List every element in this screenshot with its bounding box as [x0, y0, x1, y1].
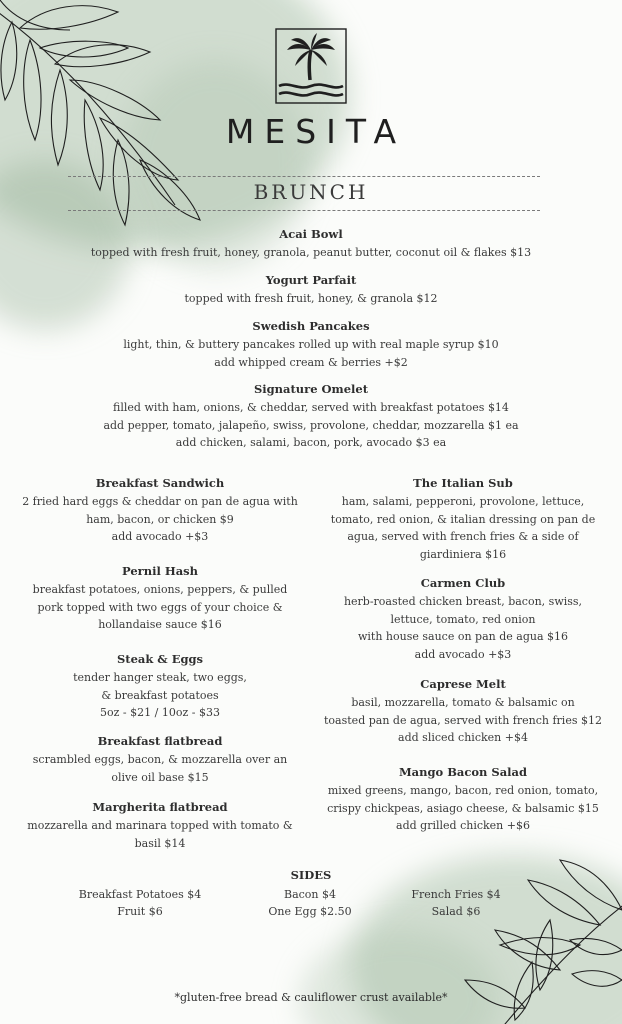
item-addon: add avocado +$3	[414, 647, 512, 661]
item-addon: add pepper, tomato, jalapeño, swiss, provolone, cheddar, mozzarella $1 ea	[103, 418, 519, 432]
item-description: crispy chickpeas, asiago cheese, & balsamic $15	[327, 801, 599, 815]
sides-title: SIDES	[290, 868, 332, 882]
item-description: pork topped with two eggs of your choice &	[37, 600, 283, 614]
item-description: light, thin, & buttery pancakes rolled up with real maple syrup $10	[123, 338, 499, 351]
item-name: Mango Bacon Salad	[398, 765, 528, 779]
menu-item	[20, 381, 602, 452]
item-description: 2 fried hard eggs & cheddar on pan de agua with	[22, 495, 298, 508]
item-name: Steak & Eggs	[116, 652, 204, 666]
side-item: One Egg $2.50	[268, 905, 352, 918]
item-name: Breakfast flatbread	[97, 734, 223, 748]
item-addon: add chicken, salami, bacon, pork, avocado $3 ea	[175, 436, 447, 449]
side-item: Bacon $4	[283, 888, 336, 901]
item-description: mixed greens, mango, bacon, red onion, tomato,	[327, 784, 599, 797]
item-addon: add sliced chicken +$4	[398, 731, 528, 744]
item-addon: add whipped cream & berries +$2	[214, 355, 408, 369]
menu-item	[20, 799, 300, 852]
item-description: agua, served with french fries & a side of	[347, 530, 579, 543]
item-description: basil, mozzarella, tomato & balsamic on	[351, 696, 575, 709]
item-addon: add avocado +$3	[111, 530, 209, 543]
item-description: tender hanger steak, two eggs,	[73, 671, 247, 684]
item-description: giardiniera $16	[419, 547, 507, 561]
side-item: Fruit $6	[117, 905, 163, 918]
menu-item	[322, 676, 604, 747]
item-name: Breakfast Sandwich	[95, 476, 225, 490]
item-description: topped with fresh fruit, honey, granola, peanut butter, coconut oil & flakes $13	[90, 246, 532, 259]
menu-item	[20, 651, 300, 722]
item-name: Carmen Club	[420, 576, 506, 590]
item-description: mozzarella and marinara topped with tomato &	[27, 819, 293, 832]
item-description: tomato, red onion, & italian dressing on pan de	[330, 512, 596, 526]
item-description: toasted pan de agua, served with french fries $12	[324, 713, 602, 727]
item-description: herb-roasted chicken breast, bacon, swiss,	[343, 595, 583, 608]
item-description: ham, bacon, or chicken $9	[86, 512, 234, 526]
menu-item	[20, 563, 300, 634]
section-title: BRUNCH	[253, 180, 369, 204]
item-name: The Italian Sub	[413, 476, 513, 490]
side-item: Breakfast Potatoes $4	[78, 888, 202, 901]
item-name: Yogurt Parfait	[265, 273, 357, 287]
item-name: Pernil Hash	[122, 564, 198, 578]
item-addon: add grilled chicken +$6	[396, 819, 530, 832]
item-name: Acai Bowl	[279, 227, 343, 241]
menu-item	[20, 733, 300, 786]
item-description: hollandaise sauce $16	[98, 618, 222, 631]
item-description: filled with ham, onions, & cheddar, served with breakfast potatoes $14	[113, 401, 509, 414]
divider	[68, 176, 540, 177]
item-description: scrambled eggs, bacon, & mozzarella over an	[32, 753, 288, 766]
menu-item	[20, 318, 602, 371]
divider	[68, 210, 540, 211]
menu-item	[322, 475, 604, 563]
item-name: Margherita flatbread	[92, 800, 228, 814]
brand-name: MESITA	[225, 112, 407, 151]
sides-section	[0, 868, 622, 918]
footnote: *gluten-free bread & cauliflower crust available*	[174, 991, 448, 1004]
menu-item	[322, 575, 604, 663]
item-name: Caprese Melt	[420, 677, 506, 691]
side-item: French Fries $4	[411, 888, 501, 901]
menu-item	[20, 272, 602, 308]
item-description: with house sauce on pan de agua $16	[358, 630, 568, 643]
item-name: Signature Omelet	[253, 382, 369, 396]
sides-column	[356, 886, 556, 920]
item-name: Swedish Pancakes	[252, 319, 370, 333]
item-description: olive oil base $15	[111, 770, 209, 784]
palm-logo-icon	[275, 28, 347, 104]
item-description: ham, salami, pepperoni, provolone, lettuce,	[341, 495, 585, 508]
menu-item	[20, 226, 602, 262]
side-item: Salad $6	[431, 905, 481, 918]
menu-item	[20, 475, 300, 546]
item-description: breakfast potatoes, onions, peppers, & pulled	[32, 583, 288, 596]
item-description: & breakfast potatoes	[101, 688, 219, 702]
item-description: topped with fresh fruit, honey, & granola $12	[184, 292, 438, 305]
item-description: lettuce, tomato, red onion	[390, 612, 536, 626]
menu-item	[322, 764, 604, 835]
item-description: basil $14	[134, 836, 186, 850]
item-price: 5oz - $21 / 10oz - $33	[100, 706, 220, 719]
